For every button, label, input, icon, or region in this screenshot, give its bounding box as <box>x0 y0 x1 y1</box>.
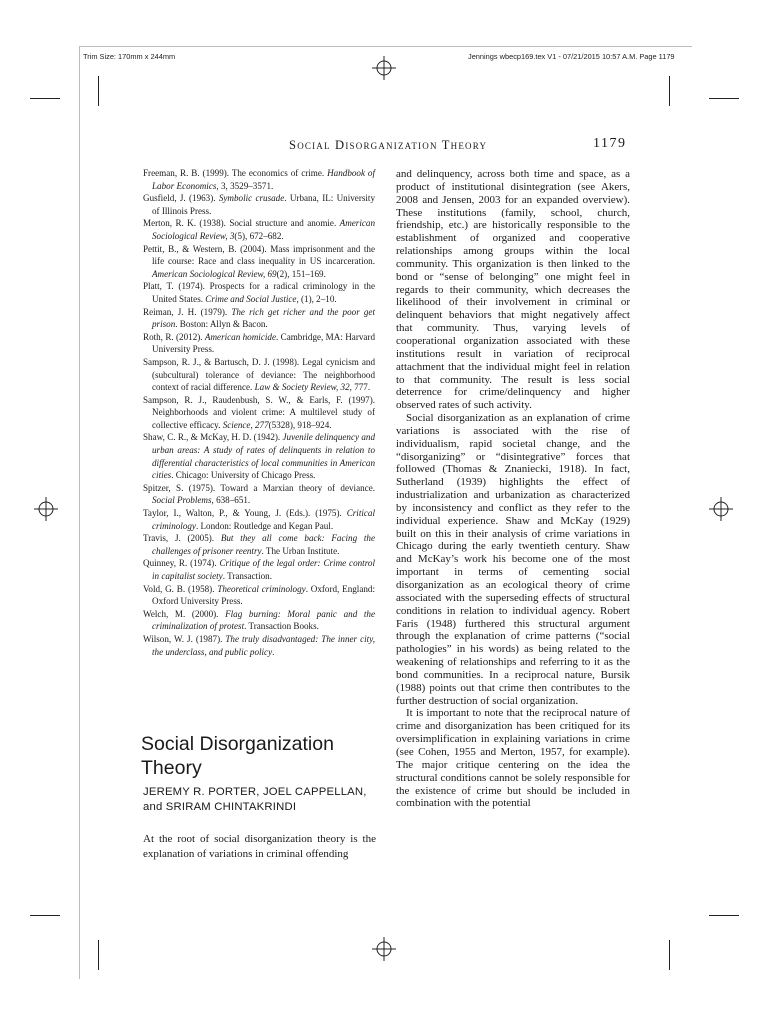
reference-text: Sampson, R. J., & Bartusch, D. J. (1998). Legal cynicism and (subcultural) tolerance of deviance: The neighborhood context of racial difference. <box>143 356 375 393</box>
reference-text: Welch, M. (2000). <box>143 608 226 619</box>
trim-size-label: Trim Size: 170mm x 244mm <box>83 52 176 61</box>
authors-line: JEREMY R. PORTER, JOEL CAPPELLAN, <box>143 786 367 798</box>
crop-mark <box>30 98 60 99</box>
reference-entry <box>143 532 375 557</box>
crop-mark <box>709 915 739 916</box>
reference-text: . The Urban Institute. <box>261 545 340 556</box>
reference-entry <box>143 217 375 242</box>
authors-line: and SRIRAM CHINTAKRINDI <box>143 800 297 813</box>
reference-entry <box>143 356 375 394</box>
reference-entry <box>143 394 375 432</box>
reference-text: Sampson, R. J., Raudenbush, S. W., & Earls, F. (1997). Neighborhoods and violent crime: A multilevel study of collective efficacy. <box>143 394 375 430</box>
reference-text: Freeman, R. B. (1999). The economics of crime. <box>143 168 328 178</box>
reference-entry <box>143 583 375 608</box>
registration-mark-icon <box>709 497 733 521</box>
reference-text: Platt, T. (1974). Prospects for a radical criminology in the United States. <box>143 281 375 304</box>
article-title: Social Disorganization Theory <box>141 733 334 779</box>
crop-mark <box>669 76 670 106</box>
reference-italic-title: Social Problems <box>152 495 212 506</box>
registration-mark-icon <box>372 937 396 961</box>
reference-text: (5), 672–682. <box>234 230 284 241</box>
reference-entry <box>143 280 375 305</box>
reference-text: Gusfield, J. (1963). <box>143 193 219 204</box>
reference-text: . <box>272 646 275 657</box>
reference-italic-title: But they all come back: Facing the challenges of prisoner reentry <box>152 533 376 556</box>
reference-text: , (1), 2–10. <box>296 293 337 304</box>
reference-text: . Boston: Allyn & Bacon. <box>175 319 268 330</box>
reference-entry <box>143 306 375 331</box>
running-head: Social Disorganization Theory <box>289 138 488 152</box>
reference-text: . Urbana, IL: University of Illinois Press. <box>152 193 375 216</box>
body-paragraph: It is important to note that the reciprocal nature of crime and disorganization has been critiqued for its oversimplification in explaining variations in crime (see Cohen, 1955 and Merton, 1957, for example). The major critique centering on the idea the structural conditions cannot be solely responsible for the existence of crime but should be included in combination with the potential <box>396 707 630 810</box>
crop-mark <box>98 940 99 970</box>
reference-text: Merton, R. K. (1938). Social structure and anomie. <box>143 218 340 229</box>
crop-mark <box>709 98 739 99</box>
reference-italic-title: Flag burning: Moral panic and the criminalization of protest <box>152 608 375 632</box>
registration-mark-icon <box>372 56 396 80</box>
article-authors <box>143 785 383 814</box>
reference-entry <box>143 331 375 356</box>
reference-italic-title: The truly disadvantaged: The inner city, the underclass, and public policy <box>152 633 375 657</box>
intro-paragraph: At the root of social disorganization theory is the explanation of variations in criminal offending <box>143 833 376 860</box>
reference-italic-title: Symbolic crusade <box>218 193 285 204</box>
registration-mark-icon <box>34 497 58 521</box>
reference-entry <box>143 557 375 582</box>
crop-mark <box>669 940 670 970</box>
reference-text: Travis, J. (2005). <box>143 533 221 544</box>
body-paragraph: Social disorganization as an explanation of crime variations is associated with the rise of individualism, rapid societal change, and the “disorganizing” or “disintegrative” forces that followed (Thomas & Znaniecki, 1918). In fact, Sutherland (1939) highlights the effect of industrialization and urbanization as characterized by inconsistency and conflict as they refer to the individual experience. Shaw and McKay (1929) built on this in their analysis of crime variations in Chicago during the early twentieth century. Shaw and McKay’s work his become one of the most important in terms of cementing social disorganization as an ecological theory of crime associated with the superseding effects of structural conditions in relation to individual agency. Robert Faris (1948) furthered this structural argument through the explanation of crime patterns (“social pathologies” in his words) as being related to the weakening of relationships and referring to it as the bond communities. In a reciprocal nature, Bursik (1988) points out that crime then contributes to the further destruction of social organization. <box>396 412 630 707</box>
body-column-right <box>396 168 630 810</box>
reference-entry <box>143 608 375 633</box>
reference-italic-title: American Sociological Review, 3 <box>152 218 375 241</box>
reference-text: , 638–651. <box>211 495 251 506</box>
reference-italic-title: Critical criminology <box>152 508 375 531</box>
reference-text: Wilson, W. J. (1987). <box>143 633 226 644</box>
reference-italic-title: Crime and Social Justice <box>205 293 297 304</box>
reference-italic-title: American homicide <box>204 331 276 342</box>
reference-italic-title: Theoretical criminology <box>217 583 306 594</box>
reference-text: . Cambridge, MA: Harvard University Press. <box>152 331 376 355</box>
reference-entry <box>143 482 375 507</box>
file-info-label: Jennings wbecp169.tex V1 - 07/21/2015 10:57 A.M. Page 1179 <box>468 52 675 61</box>
reference-text: . Oxford, England: Oxford University Press. <box>152 583 375 607</box>
reference-text: Shaw, C. R., & McKay, H. D. (1942). <box>143 432 283 443</box>
reference-entry <box>143 243 375 281</box>
reference-text: . Transaction. <box>222 571 272 581</box>
reference-text: Pettit, B., & Western, B. (2004). Mass imprisonment and the life course: Race and class inequality in US incarceration. <box>143 243 375 267</box>
reference-text: Vold, G. B. (1958). <box>143 583 218 594</box>
reference-text: . Transaction Books. <box>244 621 319 632</box>
crop-mark <box>30 915 60 916</box>
reference-list <box>143 167 375 658</box>
reference-entry <box>143 507 375 532</box>
reference-entry <box>143 431 375 481</box>
reference-entry <box>143 633 375 658</box>
reference-italic-title: The rich get richer and the poor get prison <box>152 306 375 330</box>
reference-italic-title: Handbook of Labor Economics <box>152 168 375 191</box>
reference-text: Quinney, R. (1974). <box>143 558 220 569</box>
reference-italic-title: Science, 277 <box>222 419 269 430</box>
body-paragraph: and delinquency, across both time and space, as a product of institutional disintegration (see Akers, 2008 and Jensen, 2003 for an expanded overview). These institutions (family, school, church, friendship, etc.) are historically responsible to the establishment of organized and cooperative relationships among groups within the local community. This organization is then linked to the bond or “sense of belonging” one might feel in regards to their community, which decreases the likelihood of their involvement in criminal or delinquent behaviors that might negatively affect that community. Thus, varying levels of cooperational organization associated with these institutions result in variation of reciprocal attachment that the individual might feel in relation to that community. The result is less social deterrence for crime/delinquency and higher observed rates of such activity. <box>396 168 630 412</box>
reference-text: . Chicago: University of Chicago Press. <box>171 470 316 481</box>
reference-text: , 777. <box>349 382 371 393</box>
crop-mark <box>98 76 99 106</box>
reference-text: , 3, 3529–3571. <box>216 180 274 191</box>
reference-text: Roth, R. (2012). <box>143 331 205 342</box>
reference-text: Spitzer, S. (1975). Toward a Marxian theory of deviance. <box>143 482 375 493</box>
reference-italic-title: Critique of the legal order: Crime control in capitalist society <box>152 558 375 581</box>
reference-text: (5328), 918–924. <box>268 419 332 430</box>
reference-italic-title: Juvenile delinquency and urban areas: A study of rates of delinquents in relation to differential characteristics of local communities in American cities <box>152 432 375 481</box>
reference-text: (2), 151–169. <box>276 268 326 279</box>
page-number: 1179 <box>593 136 627 151</box>
reference-text: . London: Routledge and Kegan Paul. <box>195 520 334 531</box>
reference-text: Reiman, J. H. (1979). <box>143 306 232 317</box>
reference-entry <box>143 192 375 217</box>
reference-italic-title: American Sociological Review, 69 <box>152 268 277 279</box>
reference-entry <box>143 167 375 192</box>
reference-italic-title: Law & Society Review, 32 <box>254 382 350 393</box>
reference-text: Taylor, I., Walton, P., & Young, J. (Eds.). (1975). <box>143 508 347 519</box>
